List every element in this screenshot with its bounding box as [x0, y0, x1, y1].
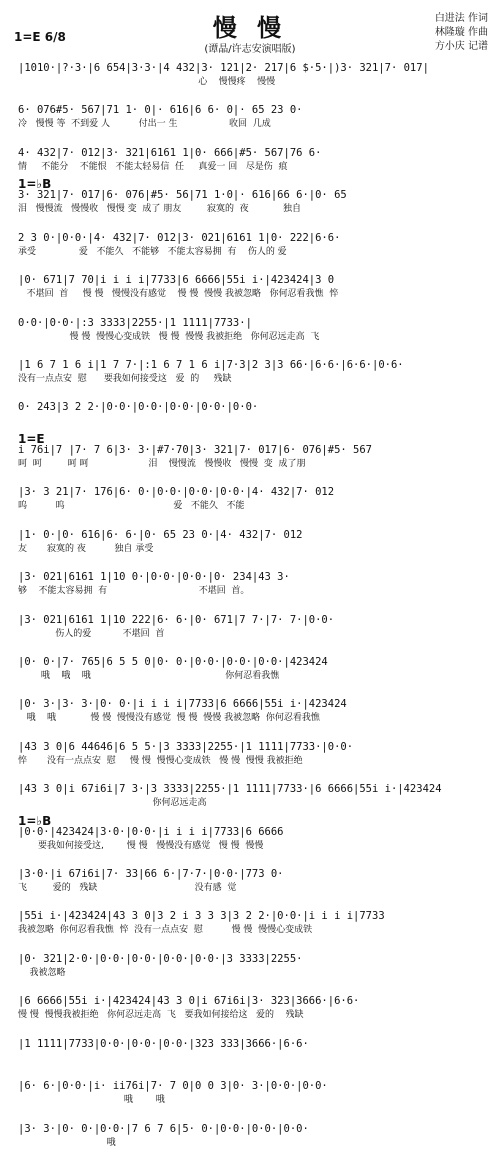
lyric-line: 哦 哦: [18, 1095, 165, 1106]
notation-line: |0· 0·|7· 765|6 5 5 0|0· 0·|0·0·|0·0·|0·0·|423424: [18, 655, 328, 668]
lyric-line: 呜 呜 爱 不能久 不能: [18, 501, 245, 512]
lyric-line: 慢 慢 慢慢心变成铁 慢 慢 慢慢 我被拒绝 你何忍远走高 飞: [18, 331, 320, 342]
notation-line: |3·0·|i 67i6i|7· 33|66 6·|7·7·|0·0·|773 0·: [18, 868, 284, 881]
song-subtitle: (谭晶/许志安演唱版): [204, 44, 296, 55]
notation-line: |0· 3·|3· 3·|0· 0·|i i i i|7733|6 6666|55i i·|423424: [18, 698, 347, 711]
notation-line: 2 3 0·|0·0·|4· 432|7· 012|3· 021|6161 1|0· 222|6·6·: [18, 231, 341, 244]
lyric-line: 不堪回 首 慢 慢 慢慢没有感觉 慢 慢 慢慢 我被忽略 你何忍看我憔 悴: [18, 289, 339, 300]
notation-line: 0· 243|3 2 2·|0·0·|0·0·|0·0·|0·0·|0·0·: [18, 401, 259, 414]
key-change: 1=♭B: [18, 813, 52, 828]
notation-line: |0· 321|2·0·|0·0·|0·0·|0·0·|0·0·|3 3333|2255·: [18, 952, 303, 965]
notation-line: |55i i·|423424|43 3 0|3 2 i 3 3 3|3 2 2·|0·0·|i i i i|7733: [18, 910, 385, 923]
lyric-line: 哦: [18, 1137, 116, 1148]
notation-line: |1010·|?·3·|6 654|3·3·|4 432|3· 121|2· 217|6 $·5·|)3· 321|7· 017|: [18, 62, 429, 74]
notation-line: |6· 6·|0·0·|i· ii76i|7· 7 0|0 0 3|0· 3·|0·0·|0·0·: [18, 1080, 328, 1093]
lyric-line: 承受 爱 不能久 不能够 不能太容易拥 有 伤人的 爱: [18, 246, 287, 257]
lyric-line: 你何忍远走高: [18, 798, 207, 809]
notation-line: i 76i|7 |7· 7 6|3· 3·|#7·70|3· 321|7· 017|6· 076|#5· 567: [18, 443, 373, 456]
lyric-line: 够 不能太容易拥 有 不堪回 首。: [18, 586, 250, 597]
lyric-line: 我被忽略: [18, 967, 66, 978]
lyric-line: 呵 呵 呵 呵 泪 慢慢流 慢慢收 慢慢 变 成了朋: [18, 458, 306, 469]
lyricist-credit: 白进法 作词: [434, 13, 488, 24]
song-title: 慢 慢: [212, 14, 288, 42]
notation-line: |3· 3 21|7· 176|6· 0·|0·0·|0·0·|0·0·|4· 432|7· 012: [18, 486, 335, 499]
lyric-line: 友 寂寞的 夜 独自 承受: [18, 543, 154, 554]
lyric-line: 没有一点点安 慰 要我如何接受这 爱 的 残缺: [18, 373, 232, 384]
key-change: 1=♭B: [18, 177, 52, 192]
lyric-line: 哦 哦 哦 你何忍看我憔: [18, 670, 280, 681]
lyric-line: 哦 哦 慢 慢 慢慢没有感觉 慢 慢 慢慢 我被忽略 你何忍看我憔: [18, 713, 320, 724]
notation-line: |0·0·|423424|3·0·|0·0·|i i i i|7733|6 6666: [18, 825, 284, 838]
notation-line: 3· 321|7· 017|6· 076|#5· 56|71 1·0|· 616|66 6·|0· 65: [18, 189, 347, 202]
notation-line: |1 6 7 1 6 i|1 7 7·|:1 6 7 1 6 i|7·3|2 3|3 66·|6·6·|6·6·|0·6·: [18, 358, 404, 371]
lyric-line: 悴 没有一点点安 慰 慢 慢 慢慢心变成铁 慢 慢 慢慢 我被拒绝: [18, 755, 303, 766]
lyric-line: 我被忽略 你何忍看我憔 悴 没有一点点安 慰 慢 慢 慢慢心变成铁: [18, 925, 313, 936]
lyric-line: 冷 慢慢 等 不到爱 人 付出一 生 收回 几成: [18, 119, 271, 130]
lyric-line: 要我如何接受这, 慢 慢 慢慢没有感觉 慢 慢 慢慢: [18, 840, 264, 851]
notation-line: 6· 076#5· 567|71 1· 0|· 616|6 6· 0|· 65 23 0·: [18, 104, 303, 117]
credits: [435, 12, 488, 54]
notation-line: |43 3 0|6 44646|6 5 5·|3 3333|2255·|1 1111|7733·|0·0·: [18, 740, 354, 753]
key-change: 1=E: [18, 431, 45, 446]
notation-line: |0· 671|7 70|i i i i|7733|6 6666|55i i·|423424|3 0: [18, 274, 335, 287]
transcriber-credit: 方小庆 记谱: [434, 41, 488, 52]
notation-line: |1· 0·|0· 616|6· 6·|0· 65 23 0·|4· 432|7· 012: [18, 528, 303, 541]
lyric-line: 伤人的爱 不堪回 首: [18, 628, 165, 639]
lyric-line: 慢 慢 慢慢我被拒绝 你何忍远走高 飞 要我如何接给这 爱的 残缺: [18, 1010, 304, 1021]
notation-line: |1 1111|7733|0·0·|0·0·|0·0·|323 333|3666·|6·6·: [18, 1037, 309, 1050]
lyric-line: 飞 爱的 残缺 没有感 觉: [18, 883, 237, 894]
notation-line: |3· 021|6161 1|10 0·|0·0·|0·0·|0· 234|43 3·: [18, 571, 290, 584]
lyric-line: 心 慢慢疼 慢慢: [18, 77, 276, 87]
notation-line: |43 3 0|i 67i6i|7 3·|3 3333|2255·|1 1111|7733·|6 6666|55i i·|423424: [18, 783, 442, 796]
lyric-line: 泪 慢慢流 慢慢收 慢慢 变 成了 朋友 寂寞的 夜 独自: [18, 204, 301, 215]
notation-line: 0·0·|0·0·|:3 3333|2255·|1 1111|7733·|: [18, 316, 252, 329]
lyric-line: 情 不能分 不能恨 不能太轻易信 任 真爱一 回 尽是伤 痕: [18, 161, 288, 172]
notation-line: |6 6666|55i i·|423424|43 3 0|i 67i6i|3· 323|3666·|6·6·: [18, 995, 360, 1008]
notation-line: |3· 021|6161 1|10 222|6· 6·|0· 671|7 7·|7· 7·|0·0·: [18, 613, 335, 626]
notation-line: |3· 3·|0· 0·|0·0·|7 6 7 6|5· 0·|0·0·|0·0·|0·0·: [18, 1122, 309, 1135]
key-signature: 1=E 6/8: [14, 30, 66, 44]
notation-line: 4· 432|7· 012|3· 321|6161 1|0· 666|#5· 567|76 6·: [18, 146, 322, 159]
composer-credit: 林隆璇 作曲: [434, 27, 488, 38]
